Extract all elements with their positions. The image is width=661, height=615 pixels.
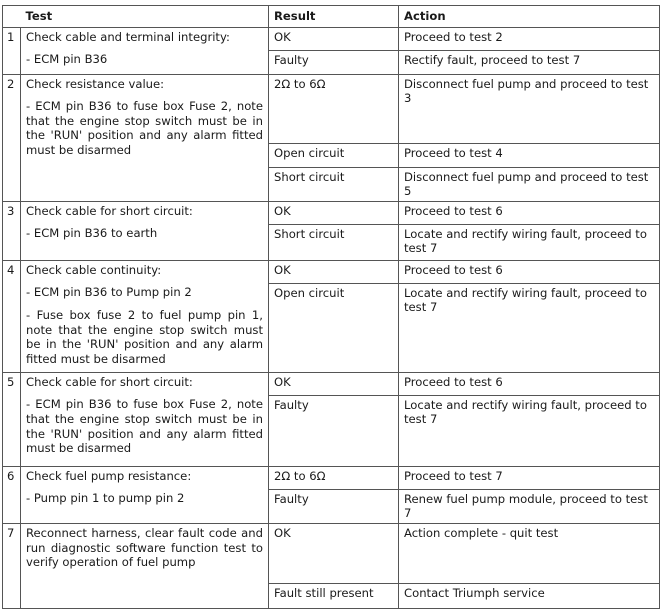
action-cell: Disconnect fuel pump and proceed to test 5 [399, 167, 660, 201]
test-description [21, 466, 269, 523]
action-cell: Proceed to test 6 [399, 372, 660, 395]
test-heading: Check cable for short circuit: [26, 203, 193, 218]
test-number: 1 [3, 27, 21, 74]
result-cell: Faulty [269, 395, 399, 466]
test-heading: Check cable continuity: [26, 262, 162, 277]
header-row [3, 6, 660, 28]
result-cell: Short circuit [269, 167, 399, 201]
test-number: 2 [3, 74, 21, 201]
header-action: Action [399, 6, 660, 28]
test-number: 4 [3, 260, 21, 372]
action-cell: Renew fuel pump module, proceed to test 7 [399, 489, 660, 523]
test-heading: Check resistance value: [26, 76, 165, 91]
test-description [21, 523, 269, 608]
result-cell: 2Ω to 6Ω [269, 74, 399, 143]
result-cell: Faulty [269, 50, 399, 74]
result-cell: OK [269, 260, 399, 283]
result-cell: Fault still present [269, 583, 399, 608]
table-row [3, 372, 660, 395]
test-description [21, 201, 269, 260]
result-cell: OK [269, 523, 399, 583]
action-cell: Proceed to test 6 [399, 260, 660, 283]
header-number [3, 6, 21, 28]
test-detail: - Fuse box fuse 2 to fuel pump pin 1, note that the engine stop switch must be in the 'RUN' position and any alarm fitted must be disarmed [26, 307, 263, 366]
test-heading: Check fuel pump resistance: [26, 468, 192, 483]
action-cell: Action complete - quit test [399, 523, 660, 583]
result-cell: OK [269, 201, 399, 224]
header-test: Test [21, 6, 269, 28]
result-cell: OK [269, 27, 399, 50]
test-description [21, 372, 269, 466]
action-cell: Proceed to test 6 [399, 201, 660, 224]
header-result: Result [269, 6, 399, 28]
action-cell: Proceed to test 7 [399, 466, 660, 489]
test-description [21, 74, 269, 201]
test-detail: - ECM pin B36 to fuse box Fuse 2, note that the engine stop switch must be in the 'RUN' position and any alarm fitted must be disarmed [26, 397, 263, 456]
test-description [21, 260, 269, 372]
table-row [3, 260, 660, 283]
action-cell: Proceed to test 4 [399, 143, 660, 167]
test-description [21, 27, 269, 74]
diagnostic-table [2, 5, 660, 609]
test-heading: Reconnect harness, clear fault code and run diagnostic software function test to verify operation of fuel pump [26, 525, 263, 570]
table-row [3, 466, 660, 489]
action-cell: Disconnect fuel pump and proceed to test 3 [399, 74, 660, 143]
action-cell: Contact Triumph service [399, 583, 660, 608]
test-detail: - ECM pin B36 to Pump pin 2 [26, 285, 192, 300]
result-cell: Open circuit [269, 283, 399, 372]
action-cell: Proceed to test 2 [399, 27, 660, 50]
table-row [3, 523, 660, 583]
test-heading: Check cable for short circuit: [26, 374, 193, 389]
result-cell: Open circuit [269, 143, 399, 167]
action-cell: Locate and rectify wiring fault, proceed to test 7 [399, 224, 660, 260]
action-cell: Locate and rectify wiring fault, proceed to test 7 [399, 395, 660, 466]
test-number: 6 [3, 466, 21, 523]
result-cell: 2Ω to 6Ω [269, 466, 399, 489]
test-heading: Check cable and terminal integrity: [26, 29, 230, 44]
action-cell: Locate and rectify wiring fault, proceed to test 7 [399, 283, 660, 372]
table-body [3, 27, 660, 608]
result-cell: Faulty [269, 489, 399, 523]
test-detail: - ECM pin B36 to earth [26, 226, 158, 241]
table-row [3, 27, 660, 50]
test-number: 5 [3, 372, 21, 466]
test-number: 7 [3, 523, 21, 608]
table-row [3, 201, 660, 224]
table-row [3, 74, 660, 143]
test-number: 3 [3, 201, 21, 260]
test-detail: - Pump pin 1 to pump pin 2 [26, 491, 185, 506]
result-cell: Short circuit [269, 224, 399, 260]
result-cell: OK [269, 372, 399, 395]
test-detail: - ECM pin B36 to fuse box Fuse 2, note that the engine stop switch must be in the 'RUN' position and any alarm fitted must be disarmed [26, 99, 263, 157]
action-cell: Rectify fault, proceed to test 7 [399, 50, 660, 74]
test-detail: - ECM pin B36 [26, 52, 108, 67]
